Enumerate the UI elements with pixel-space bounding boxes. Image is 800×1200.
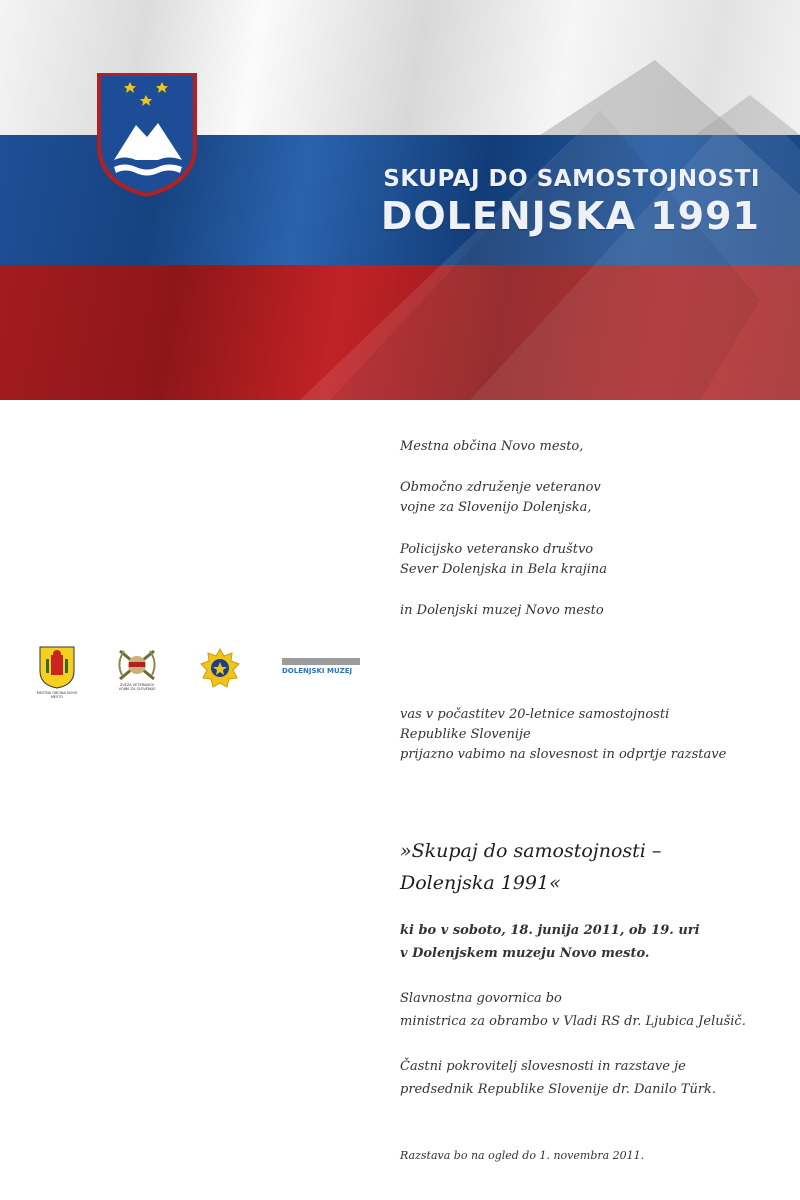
veterans-caption-line2: VOJNE ZA SLOVENIJO [118, 687, 156, 691]
event-venue-line: v Dolenjskem muzeju Novo mesto. [400, 946, 650, 961]
invitation-line: vas v počastitev 20-letnice samostojnosti [400, 707, 670, 722]
invitation-line: Republike Slovenije [400, 727, 531, 742]
patron-line: predsednik Republike Slovenije dr. Danilo Türk. [400, 1082, 717, 1097]
dolenjski-muzej-logo [282, 658, 362, 680]
invitation-line: prijazno vabimo na slovesnost in odprtje razstave [400, 747, 727, 762]
speaker-line: ministrica za obrambo v Vladi RS dr. Ljubica Jelušič. [400, 1014, 746, 1029]
novo-mesto-logo [38, 645, 76, 697]
novo-mesto-shield-icon [38, 645, 76, 689]
banner-title-line1: SKUPAJ DO SAMOSTOJNOSTI [383, 166, 760, 192]
slovenian-coat-of-arms-icon [92, 65, 202, 200]
organizer-line: in Dolenjski muzej Novo mesto [400, 603, 604, 618]
organizer-line: Sever Dolenjska in Bela krajina [400, 562, 608, 577]
organizer-line: Policijsko veteransko društvo [400, 542, 594, 557]
banner-title-line2: DOLENJSKA 1991 [380, 194, 760, 238]
organizer-line: Mestna občina Novo mesto, [400, 439, 584, 454]
police-veterans-logo [200, 648, 240, 688]
muzej-logo-bar [282, 658, 360, 665]
muzej-logo-text: DOLENJSKI MUZEJ [282, 667, 353, 675]
veterans-caption-line1: ZVEZA VETERANOV [119, 683, 155, 687]
flag-banner [0, 0, 800, 400]
veterans-emblem-icon [112, 645, 162, 683]
novo-mesto-caption: MESTNA OBČINA NOVO MESTO [36, 691, 78, 699]
event-date-line: ki bo v soboto, 18. junija 2011, ob 19. uri [400, 923, 700, 938]
exhibition-duration-note: Razstava bo na ogled do 1. novembra 2011. [400, 1149, 645, 1162]
police-star-badge-icon [200, 648, 240, 688]
organizer-line: vojne za Slovenijo Dolenjska, [400, 500, 592, 515]
veterans-association-logo [112, 645, 162, 697]
event-title-line1: »Skupaj do samostojnosti – [400, 840, 662, 862]
event-title-line2: Dolenjska 1991« [400, 872, 561, 894]
organizer-line: Območno združenje veteranov [400, 480, 601, 495]
patron-line: Častni pokrovitelj slovesnosti in razstave je [400, 1059, 686, 1074]
speaker-line: Slavnostna govornica bo [400, 991, 562, 1006]
